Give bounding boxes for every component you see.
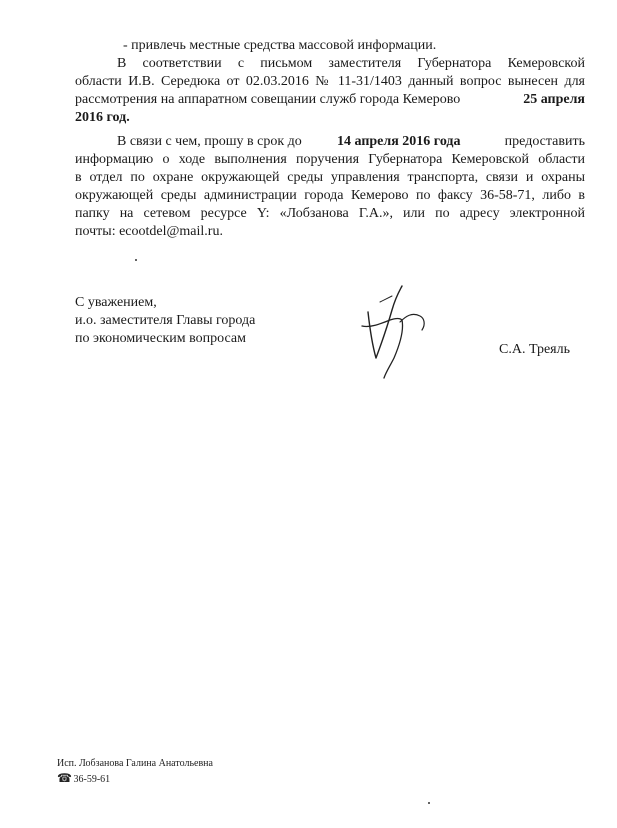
executor-line: Исп. Лобзанова Галина Анатольевна (57, 758, 213, 769)
signatory-title: и.о. заместителя Главы города (75, 313, 256, 328)
paragraph-line: папку на сетевом ресурсе Y: «Лобзанова Г.А.», или по адресу электронной (75, 206, 585, 221)
paragraph-line: области И.В. Середюка от 02.03.2016 № 11-31/1403 данный вопрос вынесен для (75, 74, 585, 89)
scan-speck (135, 259, 137, 261)
paragraph-line: почты: ecootdel@mail.ru. (75, 224, 223, 239)
paragraph-line (75, 110, 130, 126)
meeting-date-bold: 25 апреля (523, 92, 585, 107)
closing-greeting: С уважением, (75, 295, 157, 310)
signatory-name: С.А. Треяль (499, 342, 570, 357)
telephone-icon: ☎ (57, 771, 72, 785)
paragraph-line (117, 134, 585, 150)
paragraph-line: в отдел по охране окружающей среды управления транспорта, связи и охраны (75, 170, 585, 185)
meeting-year-bold: 2016 год. (75, 110, 130, 125)
paragraph-line: окружающей среды администрации города Кемерово по факсу 36-58-71, либо в (75, 188, 585, 203)
paragraph-text: предоставить (504, 134, 585, 149)
list-item-media: - привлечь местные средства массовой информации. (123, 38, 437, 53)
paragraph-line (75, 92, 585, 108)
phone-number: 36-59-61 (73, 774, 111, 785)
signatory-subtitle: по экономическим вопросам (75, 331, 246, 346)
paragraph-text: В связи с чем, прошу в срок до (117, 134, 302, 149)
paragraph-line: В соответствии с письмом заместителя Губернатора Кемеровской (117, 56, 585, 71)
scan-speck (428, 802, 430, 804)
handwritten-signature (340, 282, 440, 382)
phone-line (57, 771, 110, 787)
paragraph-text: рассмотрения на аппаратном совещании служб города Кемерово (75, 92, 461, 107)
deadline-date-bold: 14 апреля 2016 года (337, 134, 461, 149)
paragraph-line: информацию о ходе выполнения поручения Губернатора Кемеровской области (75, 152, 585, 167)
